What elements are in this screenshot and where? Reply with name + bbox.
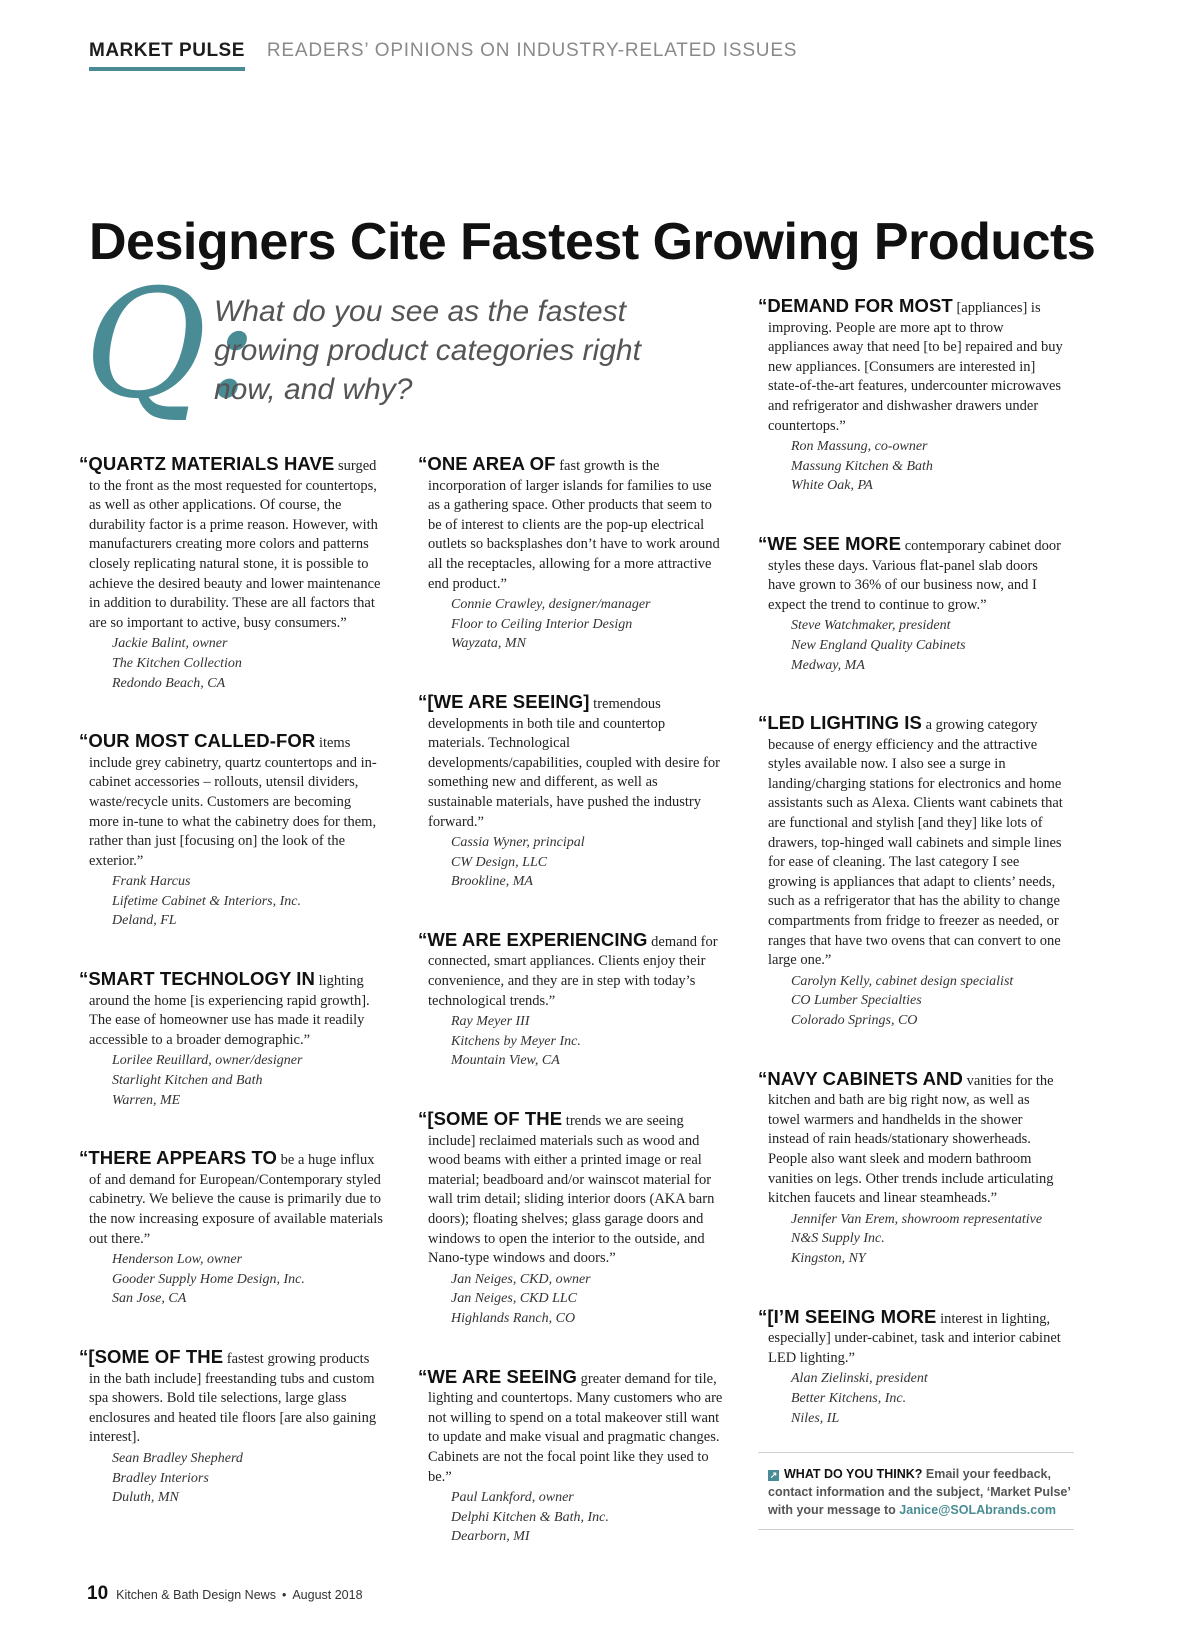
quote-attribution: [451, 595, 723, 654]
attribution-line: Jan Neiges, CKD LLC: [451, 1291, 578, 1307]
attribution-line: Massung Kitchen & Bath: [791, 458, 933, 474]
quote-paragraph: [418, 692, 723, 832]
quote-paragraph: [418, 1109, 723, 1269]
attribution-line: Sean Bradley Shepherd: [112, 1450, 243, 1466]
quote-paragraph: [79, 969, 384, 1050]
attribution-line: Lorilee Reuillard, owner/designer: [112, 1053, 303, 1069]
quote-lead: “QUARTZ MATERIALS HAVE: [79, 453, 335, 474]
quote-body: trends we are seeing include] reclaimed materials such as wood and wood beams with either a printed image or real material; beadboard and/or wainscot material for wall trim detail; sliding interior doors (AKA barn doors); floating shelves; glass garage doors and windows to open the interior to the outside, and Nano-type windows and doors.”: [428, 1113, 715, 1267]
quote-attribution: [791, 1210, 1063, 1269]
quote-block: [758, 1307, 1063, 1429]
quote-body: surged to the front as the most requested for countertops, as well as other applications. Of course, the durability factor is a prime reason. However, with manufacturers creating more colors and patterns closely replicating natural stone, it is possible to achieve the desired beauty and lower maintenance in addition to durability. These are all factors that are so important to active, busy consumers.”: [89, 458, 381, 631]
attribution-line: Ron Massung, co-owner: [791, 439, 928, 455]
attribution-line: Gooder Supply Home Design, Inc.: [112, 1271, 305, 1287]
quote-block: [418, 930, 723, 1071]
attribution-line: Starlight Kitchen and Bath: [112, 1073, 263, 1089]
quote-body: be a huge influx of and demand for European/Contemporary styled cabinetry. We believe the cause is primarily due to the now increasing exposure of available materials out there.”: [89, 1152, 383, 1247]
quote-lead: “[SOME OF THE: [79, 1345, 224, 1367]
feedback-title: WHAT DO YOU THINK?: [784, 1467, 923, 1481]
quote-attribution: [451, 1012, 723, 1071]
quote-body: fast growth is the incorporation of larger islands for families to use as a gathering space. Other products that seem to be of interest to clients are the pop-up electrical outlets so backsplashes don’t have to work around all the receptacles, allowing for a more attractive end product.”: [428, 458, 720, 592]
question-text: What do you see as the fastest growing product categories right now, and why?: [214, 295, 641, 406]
attribution-line: Kingston, NY: [791, 1250, 866, 1266]
quote-lead: “[I’M SEEING MORE: [758, 1305, 937, 1327]
attribution-line: Duluth, MN: [112, 1490, 179, 1506]
attribution-line: CO Lumber Specialties: [791, 993, 922, 1009]
attribution-line: San Jose, CA: [112, 1291, 187, 1307]
attribution-line: Steve Watchmaker, president: [791, 618, 951, 634]
quote-paragraph: [758, 1307, 1063, 1369]
attribution-line: Frank Harcus: [112, 874, 191, 890]
quote-block: [758, 713, 1063, 1031]
article-headline: Designers Cite Fastest Growing Products: [89, 213, 1096, 271]
quote-paragraph: [79, 454, 384, 633]
quote-block: [79, 969, 384, 1110]
quote-block: [418, 692, 723, 892]
attribution-line: Connie Crawley, designer/manager: [451, 597, 651, 613]
quote-attribution: [791, 616, 1063, 675]
quote-lead: “THERE APPEARS TO: [79, 1147, 278, 1169]
quote-attribution: [112, 634, 384, 693]
quote-paragraph: [418, 454, 723, 594]
attribution-line: Floor to Ceiling Interior Design: [451, 616, 633, 632]
quote-body: [appliances] is improving. People are more apt to throw appliances away that need [to be] repaired and buy new appliances. [Consumers are interested in] state-of-the-art features, undercounter microwaves and refrigerator and dishwasher drawers under countertops.”: [768, 300, 1063, 434]
quote-paragraph: [418, 1367, 723, 1488]
attribution-line: Cassia Wyner, principal: [451, 835, 585, 851]
quote-body: demand for connected, smart appliances. Clients enjoy their convenience, and they are in step with today’s technological trends.”: [428, 933, 718, 1009]
attribution-line: Dearborn, MI: [451, 1529, 530, 1545]
attribution-line: Niles, IL: [791, 1410, 840, 1426]
attribution-line: Medway, MA: [791, 657, 865, 673]
attribution-line: Bradley Interiors: [112, 1470, 209, 1486]
attribution-line: The Kitchen Collection: [112, 655, 242, 671]
quote-body: greater demand for tile, lighting and countertops. Many customers who are not willing to spend on a total makeover still want to update and make visual and pragmatic changes. Cabinets are not the focal point like they used to be.”: [428, 1370, 723, 1485]
attribution-line: White Oak, PA: [791, 478, 873, 494]
section-subtitle: READERS’ OPINIONS ON INDUSTRY-RELATED ISSUES: [266, 40, 798, 61]
quote-paragraph: [758, 296, 1063, 436]
quote-attribution: [791, 437, 1063, 496]
quote-body: interest in lighting, especially] under-cabinet, task and interior cabinet LED lighting.”: [768, 1310, 1061, 1366]
page-footer: [87, 1583, 363, 1605]
column-1: [79, 454, 384, 1546]
column-2: [418, 454, 723, 1585]
quote-lead: “DEMAND FOR MOST: [758, 295, 953, 316]
attribution-line: CW Design, LLC: [451, 854, 548, 870]
feedback-email-link[interactable]: Janice@SOLAbrands.com: [899, 1503, 1056, 1517]
quote-lead: “LED LIGHTING IS: [758, 712, 922, 734]
quote-lead: “NAVY CABINETS AND: [758, 1067, 963, 1089]
quote-body: vanities for the kitchen and bath are big right now, as well as towel warmers and handhelds in the shower instead of rain heads/stationary showerheads. People also want sleek and modern bathroom vanities on legs. Other trends include articulating kitchen faucets and linear steamheads.”: [768, 1072, 1054, 1207]
attribution-line: N&S Supply Inc.: [791, 1231, 885, 1247]
quote-attribution: [451, 1270, 723, 1329]
feedback-text: Email your feedback, contact information and the subject, ‘Market Pulse’ with your message to: [768, 1467, 1071, 1517]
quote-block: [758, 1069, 1063, 1269]
quote-paragraph: [758, 534, 1063, 615]
quote-attribution: [112, 1449, 384, 1508]
attribution-line: Redondo Beach, CA: [112, 675, 226, 691]
quote-block: [418, 1109, 723, 1329]
quote-block: [79, 1148, 384, 1309]
quote-body: fastest growing products in the bath include] freestanding tubs and custom spa showers. Bold tile selections, large glass enclosures and heated tile floors [are also gaining interest].: [89, 1350, 377, 1446]
quote-paragraph: [418, 930, 723, 1011]
quote-block: [79, 731, 384, 931]
quote-attribution: [451, 833, 723, 892]
attribution-line: Jackie Balint, owner: [112, 636, 228, 652]
attribution-line: Colorado Springs, CO: [791, 1013, 918, 1028]
quote-block: [418, 454, 723, 654]
quote-lead: “[SOME OF THE: [418, 1108, 563, 1130]
quote-lead: “[WE ARE SEEING]: [418, 690, 590, 712]
quote-attribution: [451, 1488, 723, 1547]
quote-paragraph: [758, 1069, 1063, 1209]
quote-lead: “WE SEE MORE: [758, 532, 902, 554]
attribution-line: Ray Meyer III: [451, 1014, 530, 1030]
page-number: 10: [87, 1583, 109, 1604]
quote-body: a growing category because of energy efficiency and the attractive styles available now. I also see a surge in landing/charging stations for electronics and home assistants such as Alexa. Clients want cabinets that are functional and stylish [and they] like lots of drawers, top-hinged wall cabinets and simple lines for ease of cleaning. The last category I see growing is appliances that adapt to clients’ needs, such as a refrigerator that has the ability to change compartments from fridge to freezer as needed, or ranges that have two ovens that can convert to one large one.”: [768, 717, 1063, 969]
quote-lead: “OUR MOST CALLED-FOR: [79, 730, 316, 752]
quote-lead: “WE ARE SEEING: [418, 1365, 578, 1387]
quote-block: [418, 1367, 723, 1547]
attribution-line: Warren, ME: [112, 1092, 181, 1108]
feedback-box: [758, 1452, 1074, 1530]
quote-block: [79, 1347, 384, 1508]
section-label: MARKET PULSE: [89, 40, 245, 71]
attribution-line: Kitchens by Meyer Inc.: [451, 1033, 581, 1049]
quote-block: [758, 534, 1063, 675]
quote-paragraph: [79, 1148, 384, 1249]
question-mark: Q:: [84, 258, 258, 432]
quote-attribution: [112, 1051, 384, 1110]
attribution-line: Lifetime Cabinet & Interiors, Inc.: [112, 893, 301, 909]
issue-date: August 2018: [292, 1588, 363, 1602]
quote-lead: “WE ARE EXPERIENCING: [418, 928, 648, 950]
attribution-line: Henderson Low, owner: [112, 1252, 243, 1268]
attribution-line: Wayzata, MN: [451, 636, 526, 652]
attribution-line: New England Quality Cabinets: [791, 637, 966, 653]
attribution-line: Paul Lankford, owner: [451, 1490, 574, 1506]
section-header: [89, 40, 797, 71]
quote-attribution: [791, 1369, 1063, 1428]
attribution-line: Alan Zielinski, president: [791, 1371, 928, 1387]
attribution-line: Deland, FL: [112, 913, 177, 929]
quote-body: items include grey cabinetry, quartz countertops and in-cabinet accessories – rollouts, utensil dividers, waste/recycle units. Customers are becoming more in-tune to what the cabinetry does for them, rather than just [focusing on] the look of the exterior.”: [89, 735, 377, 869]
arrow-icon: ↗: [769, 1470, 778, 1480]
quote-attribution: [112, 872, 384, 931]
quote-body: lighting around the home [is experiencing rapid growth]. The ease of homeowner use has made it readily accessible to a broader demographic.”: [89, 973, 370, 1048]
attribution-line: Mountain View, CA: [451, 1053, 560, 1069]
quote-lead: “SMART TECHNOLOGY IN: [79, 968, 315, 990]
attribution-line: Brookline, MA: [451, 874, 533, 890]
quote-paragraph: [79, 1347, 384, 1448]
quote-attribution: [791, 972, 1063, 1031]
quote-block: [79, 454, 384, 693]
attribution-line: Jan Neiges, CKD, owner: [451, 1271, 591, 1287]
quote-block: [758, 296, 1063, 496]
footer-separator: •: [281, 1588, 287, 1602]
publication-name: Kitchen & Bath Design News: [116, 1588, 276, 1602]
attribution-line: Jennifer Van Erem, showroom representative: [791, 1211, 1043, 1227]
attribution-line: Highlands Ranch, CO: [451, 1310, 576, 1326]
quote-body: contemporary cabinet door styles these days. Various flat-panel slab doors have grown to 36% of our business now, and I expect the trend to continue to grow.”: [768, 537, 1061, 613]
quote-lead: “ONE AREA OF: [418, 453, 556, 474]
quote-paragraph: [79, 731, 384, 871]
quote-attribution: [112, 1250, 384, 1309]
quote-body: tremendous developments in both tile and countertop materials. Technological developments/capabilities, coupled with desire for something new and different, as well as sustainable materials, have pushed the industry forward.”: [428, 695, 720, 830]
column-3: [758, 296, 1063, 1466]
attribution-line: Delphi Kitchen & Bath, Inc.: [451, 1509, 609, 1525]
quote-paragraph: [758, 713, 1063, 971]
attribution-line: Better Kitchens, Inc.: [791, 1390, 907, 1406]
attribution-line: Carolyn Kelly, cabinet design specialist: [791, 973, 1014, 989]
